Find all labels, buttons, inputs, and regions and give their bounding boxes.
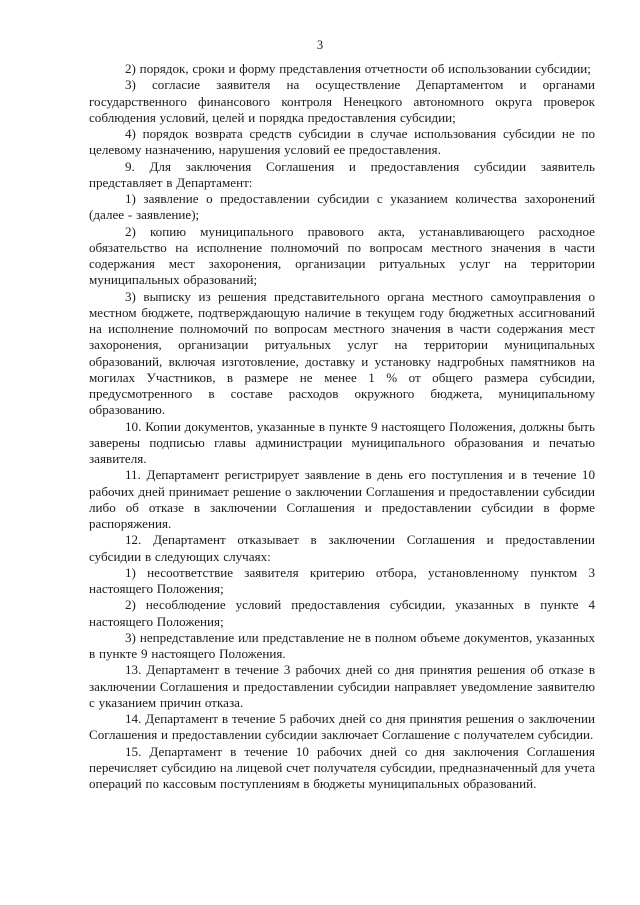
page-number: 3 bbox=[316, 38, 324, 52]
paragraph-10: 10. Копии документов, указанные в пункте 9 настоящего Положения, должны быть заверены подписью главы администрации муниципального образования и печатью заявителя. bbox=[89, 418, 595, 466]
paragraph-8-item-4: 4) порядок возврата средств субсидии в случае использования субсидии не по целевому назначению, нарушения условий ее предоставления. bbox=[89, 126, 595, 158]
paragraph-15: 15. Департамент в течение 10 рабочих дней со дня заключения Соглашения перечисляет субсидию на лицевой счет получателя субсидии, предназначенный для учета операций по кассовым поступлениям в бюджеты муниципальных образований. bbox=[89, 743, 596, 791]
paragraph-9: 9. Для заключения Соглашения и предоставления субсидии заявитель представляет в Департамент: bbox=[89, 158, 595, 190]
paragraph-11: 11. Департамент регистрирует заявление в день его поступления и в течение 10 рабочих дней принимает решение о заключении Соглашения и предоставлении субсидии либо об отказе в заключении Соглашения и предоставлении субсидии в форме распоряжения. bbox=[89, 467, 595, 531]
paragraph-13: 13. Департамент в течение 3 рабочих дней со дня принятия решения об отказе в заключении Соглашения и предоставлении субсидии направляет уведомление заявителю с указанием причин отказа. bbox=[89, 662, 595, 710]
paragraph-8-item-3: 3) согласие заявителя на осуществление Департаментом и органами государственного финансового контроля Ненецкого автономного округа проверок соблюдения условий, целей и порядка предоставления субсидии; bbox=[89, 77, 595, 125]
paragraph-12: 12. Департамент отказывает в заключении Соглашения и предоставлении субсидии в следующих случаях: bbox=[89, 532, 595, 564]
paragraph-12-item-3: 3) непредставление или представление не в полном объеме документов, указанных в пункте 9 настоящего Положения. bbox=[89, 629, 595, 661]
paragraph-12-item-1: 1) несоответствие заявителя критерию отбора, установленному пунктом 3 настоящего Положения; bbox=[89, 564, 595, 596]
paragraph-9-item-3: 3) выписку из решения представительного органа местного самоуправления о местном бюджете, подтверждающую наличие в текущем году бюджетных ассигнований на исполнение полномочий по вопросам местного значения в части содержания мест захоронения, организации ритуальных услуг на территории муниципальных образований, включая изготовление, доставку и установку надгробных памятников на могилах Участников, в размере не менее 1 % от общего размера субсидии, предусмотренного в составе расходов окружного бюджета, муниципальному образованию. bbox=[89, 288, 595, 418]
paragraph-9-item-2: 2) копию муниципального правового акта, устанавливающего расходное обязательство на исполнение полномочий по вопросам местного значения в части содержания мест захоронения, организации ритуальных услуг на территории муниципальных образований; bbox=[89, 223, 595, 288]
paragraph-14: 14. Департамент в течение 5 рабочих дней со дня принятия решения о заключении Соглашения и предоставлении субсидии заключает Соглашение с получателем субсидии. bbox=[89, 711, 595, 743]
paragraph-12-item-2: 2) несоблюдение условий предоставления субсидии, указанных в пункте 4 настоящего Положения; bbox=[89, 597, 595, 629]
paragraph-9-item-1: 1) заявление о предоставлении субсидии с указанием количества захоронений (далее - заявление); bbox=[89, 191, 595, 223]
paragraph-8-item-2: 2) порядок, сроки и форму представления отчетности об использовании субсидии; bbox=[125, 61, 591, 76]
document-body bbox=[89, 61, 595, 792]
